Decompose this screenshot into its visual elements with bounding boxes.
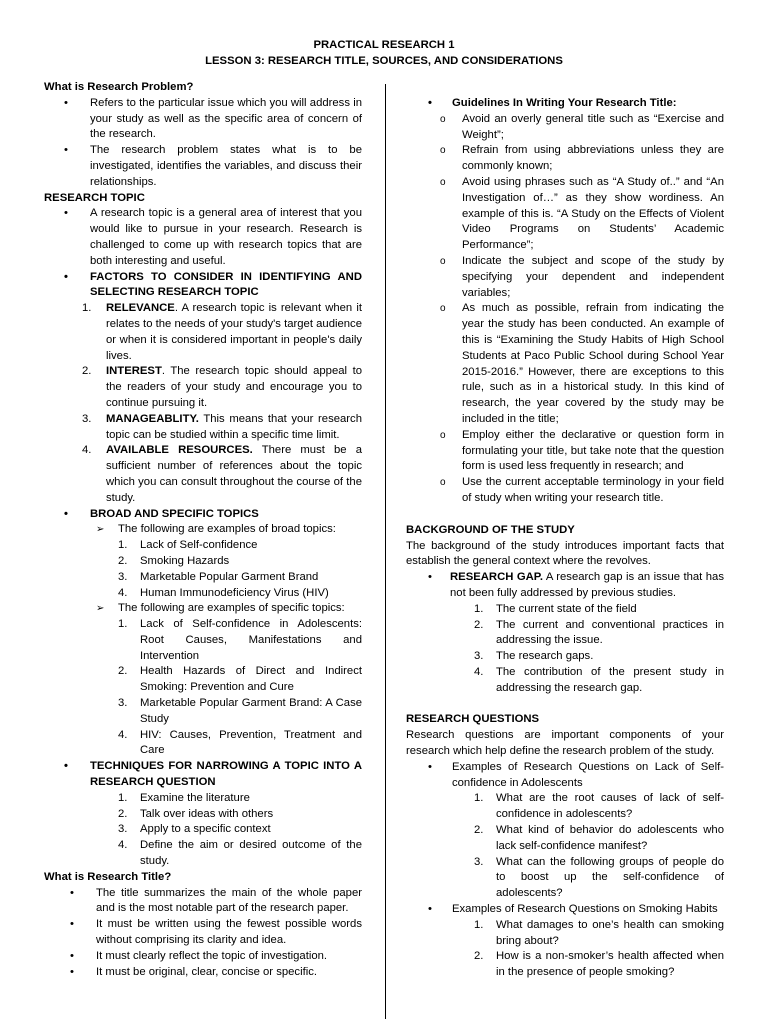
list-item: 4. HIV: Causes, Prevention, Treatment and Care [118, 728, 362, 757]
research-questions-text: Research questions are important components of your research which help define the research problem of the study. [406, 729, 724, 758]
factor-item: 4. AVAILABLE RESOURCES. There must be a sufficient number of references about the topic which you can consult throughout the course of the study. [82, 444, 362, 504]
column-divider [385, 84, 386, 1019]
list-item: 2. The current and conventional practices in addressing the issue. [474, 618, 724, 647]
list-item: • Refers to the particular issue which you will address in your study as well as the specific area of concern of the research. [64, 96, 362, 141]
guidelines-heading: • Guidelines In Writing Your Research Title: [428, 97, 677, 109]
list-item: 4. The contribution of the present study in addressing the research gap. [474, 665, 724, 694]
list-item: o Refrain from using abbreviations unless they are commonly known; [440, 144, 724, 173]
list-item: 3. The research gaps. [474, 650, 594, 663]
document-header [0, 38, 768, 69]
list-item: o Avoid using phrases such as “A Study of..” and “An Investigation of…” as they show wordiness. An example of this is. “A Study on the Effects of Violent Video Programs on Students’ Academic Performance”; [440, 175, 724, 252]
list-item: 1. Examine the literature [118, 791, 250, 804]
list-item: 2. Smoking Hazards [118, 554, 230, 567]
background-text: The background of the study introduces important facts that establish the general context where the revolves. [406, 539, 724, 568]
arrow-bullet-icon: ➢ [96, 524, 105, 536]
research-problem-heading: What is Research Problem? [44, 81, 194, 93]
list-item: o As much as possible, refrain from indicating the year the study has been conducted. An example of this is “Examining the Study Habits of High School Students at Paco Public School during School Year 2015-2016.” However, there are exceptions to this rule, such as in a historical study. In this kind of research, the year covered by the study may be included in the title; [440, 302, 724, 425]
research-title-heading: What is Research Title? [44, 870, 172, 883]
list-item: • The research problem states what is to be investigated, identifies the variables, and discuss their relationships. [64, 144, 362, 188]
list-item: o Use the current acceptable terminology in your field of study when writing your research title. [440, 476, 724, 504]
factor-item: 1. RELEVANCE. A research topic is relevant when it relates to the needs of your study's target audience or when it is considered important in people's daily lives. [82, 302, 362, 362]
list-item: 3. Marketable Popular Garment Brand [118, 570, 319, 583]
course-title: PRACTICAL RESEARCH 1 [313, 39, 455, 51]
research-questions-heading: RESEARCH QUESTIONS [406, 713, 540, 726]
list-item: 4. Human Immunodeficiency Virus (HIV) [118, 586, 329, 599]
factor-item: 3. MANAGEABLITY. This means that your research topic can be studied within a specific time limit. [82, 412, 362, 441]
research-topic-heading: RESEARCH TOPIC [44, 191, 145, 204]
list-item: 3. Marketable Popular Garment Brand: A Case Study [118, 697, 362, 725]
list-item: • The title summarizes the main of the whole paper and is the most notable part of the research paper. [70, 886, 362, 915]
list-item: o Indicate the subject and scope of the study by specifying your dependent and independent variables; [440, 254, 724, 299]
list-item: 1. What damages to one’s health can smoking bring about? [474, 918, 724, 947]
lesson-title: LESSON 3: RESEARCH TITLE, SOURCES, AND CONSIDERATIONS [205, 54, 563, 67]
factors-heading: • FACTORS TO CONSIDER IN IDENTIFYING AND SELECTING RESEARCH TOPIC [64, 270, 362, 299]
list-item: • It must be original, clear, concise or specific. [70, 965, 318, 978]
list-item: 1. Lack of Self-confidence in Adolescents: Root Causes, Manifestations and Intervention [118, 618, 362, 662]
broad-specific-heading: • BROAD AND SPECIFIC TOPICS [64, 507, 259, 520]
background-heading: BACKGROUND OF THE STUDY [406, 523, 575, 536]
broad-intro: ➢ The following are examples of broad topics: [44, 522, 362, 538]
list-item: 1. What are the root causes of lack of self-confidence in adolescents? [474, 792, 724, 821]
list-item: 4. Define the aim or desired outcome of the study. [118, 839, 362, 868]
list-item: 1. The current state of the field [474, 602, 637, 615]
list-item: 1. Lack of Self-confidence [118, 539, 258, 552]
list-item: 2. Health Hazards of Direct and Indirect Smoking: Prevention and Cure [118, 665, 362, 694]
arrow-bullet-icon: ➢ [96, 603, 105, 615]
list-item: • It must clearly reflect the topic of investigation. [70, 949, 328, 962]
list-item: • Examples of Research Questions on Smoking Habits [428, 903, 718, 916]
list-item: 2. How is a non-smoker’s health affected when in the presence of people smoking? [474, 950, 724, 979]
list-item: 2. Talk over ideas with others [118, 807, 274, 820]
list-item: 3. What can the following groups of people do to boost up the self-confidence of adolescents? [474, 855, 724, 900]
right-column [406, 96, 724, 981]
techniques-heading: • TECHNIQUES FOR NARROWING A TOPIC INTO A RESEARCH QUESTION [64, 760, 362, 789]
list-item: o Avoid an overly general title such as “Exercise and Weight”; [440, 112, 724, 141]
list-item: o Employ either the declarative or question form in formulating your title, but take note that the question form is used less frequently in research; and [440, 428, 724, 473]
list-item: • Examples of Research Questions on Lack of Self-confidence in Adolescents [428, 760, 724, 789]
left-column [44, 80, 362, 980]
list-item: 3. Apply to a specific context [118, 823, 271, 836]
research-gap-item: • RESEARCH GAP. A research gap is an issue that has not been fully addressed by previous studies. [428, 571, 724, 599]
list-item: • It must be written using the fewest possible words without comprising its clarity and idea. [70, 918, 362, 947]
factor-item: 2. INTEREST. The research topic should appeal to the readers of your study and encourage you to continue pursuing it. [82, 365, 362, 409]
specific-intro: ➢ The following are examples of specific topics: [44, 601, 362, 617]
list-item: 2. What kind of behavior do adolescents who lack self-confidence manifest? [474, 824, 724, 852]
list-item: • A research topic is a general area of interest that you would like to pursue in your research. Research is challenged to come up with research topics that are both interesting and useful. [64, 207, 362, 267]
